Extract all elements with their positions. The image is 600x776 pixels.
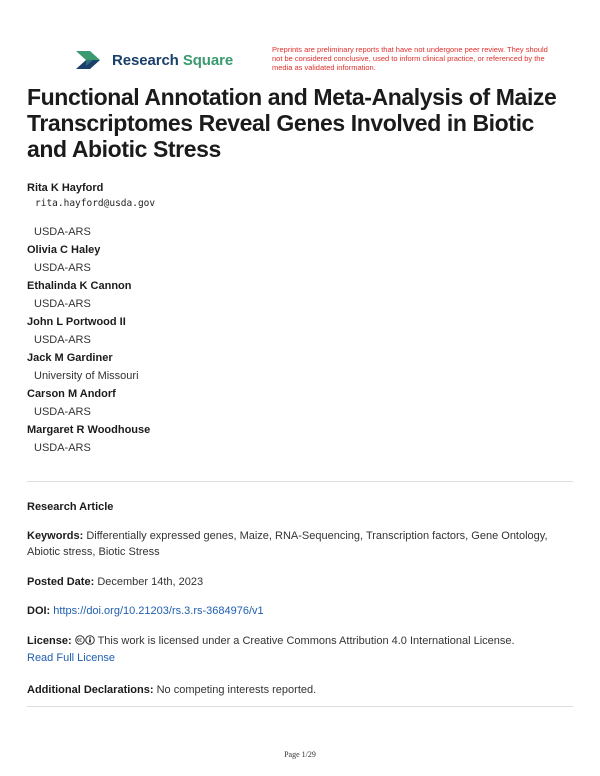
doi-label: DOI: — [27, 605, 51, 617]
read-full-license-link[interactable]: Read Full License — [27, 652, 116, 664]
author-email[interactable]: rita.hayford@usda.gov — [35, 198, 156, 209]
logo-wordmark — [112, 52, 233, 69]
doi-link[interactable]: https://doi.org/10.21203/rs.3.rs-3684976/v1 — [53, 605, 264, 617]
article-type-label: Research Article — [27, 501, 114, 513]
posted-date-label: Posted Date: — [27, 576, 95, 588]
declarations-label: Additional Declarations: — [27, 684, 154, 696]
license — [27, 633, 573, 666]
author-affiliation: University of Missouri — [34, 370, 139, 382]
license-icons — [75, 634, 95, 650]
section-divider — [27, 706, 573, 707]
author-name: Ethalinda K Cannon — [27, 280, 132, 292]
author-affiliation: USDA-ARS — [34, 262, 91, 274]
author-name: Margaret R Woodhouse — [27, 424, 151, 436]
additional-declarations — [27, 682, 573, 698]
author-name: Olivia C Haley — [27, 244, 101, 256]
keywords — [27, 528, 573, 560]
research-square-logo[interactable] — [74, 47, 233, 73]
license-label: License: — [27, 635, 72, 647]
author-list — [27, 179, 527, 457]
author-name: John L Portwood II — [27, 316, 126, 328]
license-text: This work is licensed under a Creative Commons Attribution 4.0 International License. — [97, 635, 515, 647]
author-name: Carson M Andorf — [27, 388, 116, 400]
research-square-logo-icon — [74, 49, 104, 71]
preprint-disclaimer: Preprints are preliminary reports that have not undergone peer review. They should not be considered conclusive, used to inform clinical practice, or referenced by the media as validated information. — [272, 45, 548, 72]
by-icon — [85, 635, 95, 645]
posted-date-value: December 14th, 2023 — [97, 576, 204, 588]
keywords-value: Differentially expressed genes, Maize, RNA-Sequencing, Transcription factors, Gene Ontology, Abiotic stress, Biotic Stress — [27, 530, 548, 558]
author-affiliation: USDA-ARS — [34, 442, 91, 454]
section-divider — [27, 481, 573, 482]
declarations-value: No competing interests reported. — [156, 684, 317, 696]
author-name: Rita K Hayford — [27, 182, 104, 194]
doi — [27, 603, 573, 619]
author-affiliation: USDA-ARS — [34, 298, 91, 310]
logo-word-research: Research — [112, 51, 179, 69]
logo-word-square: Square — [182, 51, 234, 69]
keywords-label: Keywords: — [27, 530, 84, 542]
posted-date — [27, 574, 573, 590]
page-number: Page 1/29 — [284, 750, 316, 759]
article-type — [27, 499, 573, 515]
author-affiliation: USDA-ARS — [34, 334, 91, 346]
author-affiliation: USDA-ARS — [34, 226, 91, 238]
cc-icon — [75, 635, 85, 645]
author-name: Jack M Gardiner — [27, 352, 113, 364]
author-affiliation: USDA-ARS — [34, 406, 91, 418]
paper-title: Functional Annotation and Meta-Analysis of Maize Transcriptomes Reveal Genes Involved in Biotic and Abiotic Stress — [27, 84, 557, 162]
